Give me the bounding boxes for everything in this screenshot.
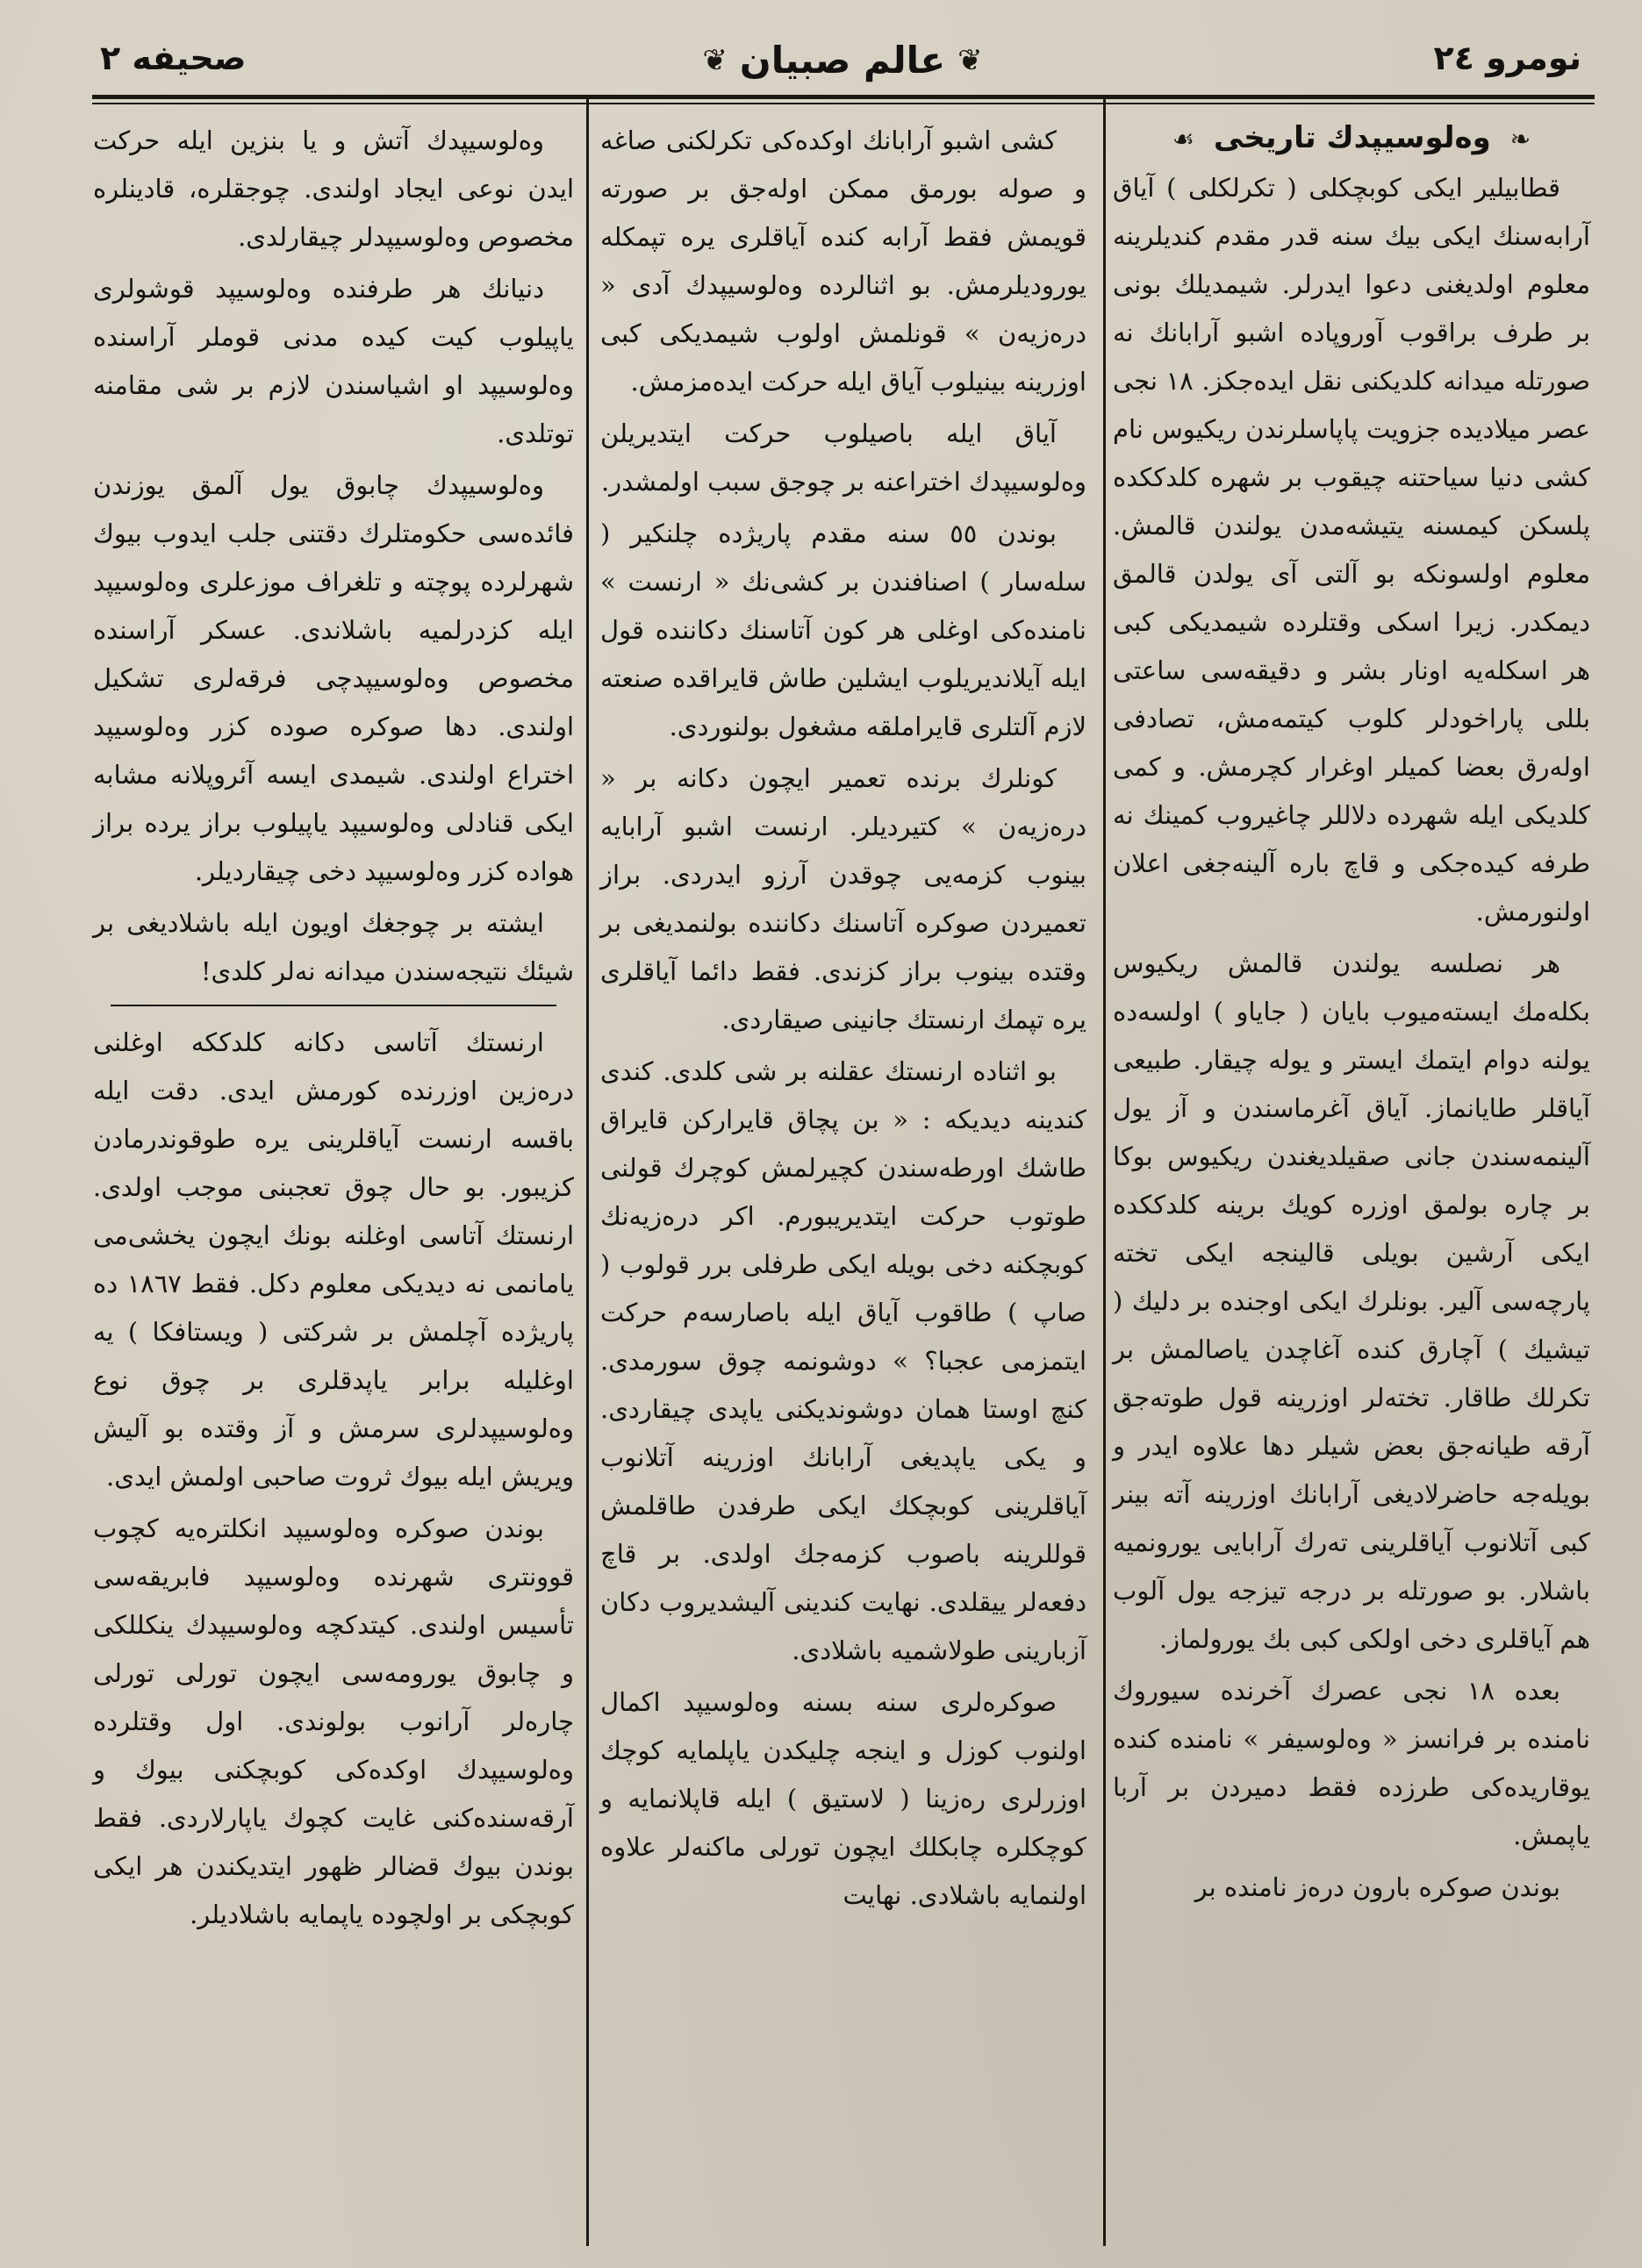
article-column-right: [1108, 110, 1599, 2242]
paragraph: وەلوسیپدك چابوق یول آلمق یوزندن فائدەسی حكومتلرك دقتنی جلب ایدوب بیوك شهرلرده پوچته و تلغراف موزعلری وەلوسیپد ایله كزدرلمیه باشلاندی. عسكر آراسنده مخصوص وەلوسیپدچی فرقەلری تشكیل اولندی. دها صوكره صوده كزر وەلوسیپد اختراع اولندی. شیمدی ایسه آئروپلانه مشابه ایكی قنادلی وەلوسیپد یاپیلوب براز یرده براز هواده كزر وەلوسیپد دخی چیقاردیلر.: [93, 470, 574, 886]
newspaper-title-text: عالم صبیان: [739, 39, 946, 82]
paragraph: آیاق ایله باصیلوب حركت ایتدیریلن وەلوسیپدك اختراعنه بر چوجق سبب اولمشدر.: [600, 419, 1086, 497]
ornament-icon: ☙: [1172, 125, 1195, 154]
paragraph: ارنستك آتاسی دكانه كلدككه اوغلنی درەزین اوزرنده كورمش ایدی. دقت ایله باقسه ارنست آیاقلرینی یره طوقوندرمادن كزیبور. بو حال چوق تعجبنی موجب اولدی. ارنستك آتاسی اوغلنه بونك ایچون یخشی‌می یامانمی نه دیدیكی معلوم دكل. فقط ١٨٦٧ ده پاریژده آچلمش بر شركتی ( ویستافكا ) یه اوغلیله برابر یاپدقلری بر چوق نوع وەلوسیپدلری سرمش و آز وقتده بو آلیش ویریش ایله بیوك ثروت صاحبی اولمش ایدی.: [93, 1027, 575, 1492]
article-title-text: وەلوسیپدك تاریخی: [1213, 120, 1491, 155]
paragraph: وەلوسیپدك آتش و یا بنزین ایله حركت ایدن نوعی ایجاد اولندی. چوجقلره، قادینلره مخصوص وەلوسیپدلر چیقارلدی.: [93, 125, 574, 252]
paragraph: كشی اشبو آرابانك اوكدەكی تكرلكنی صاغه و صوله بورمق ممكن اولەجق بر صورته قویمش فقط آرابه كندە آیاقلری یره تپمكله یورودیلرمش. بو اثنالرده وەلوسیپدك آدی « درەزیەن » قونلمش اولوب شیمدیكی كبی اوزرینه بینیلوب آیاق ایله حركت ایدەمزمش.: [600, 125, 1086, 397]
ornament-icon: ❦: [957, 42, 983, 78]
paragraph: بو اثناده ارنستك عقلنه بر شی كلدی. كندی كندینه دیدیكه : « بن پچاق قایرارکن قایراق طاشك اورطەسندن كچیرلمش كوچرك قولنی طوتوب حركت ایتدیریبورم. اكر درەزیەنك كوبچكنه دخی بویله ایكی طرفلی برر قولوب ( صاپ ) طاقوب آیاق ایله باصارسەم حركت ایتمزمی عجبا؟ » دوشونمه چوق سورمدی. كنچ اوستا همان دوشوندیكنی یاپدی چیقاردی. و یكی یاپدیغی آرابانك اوزرینه آتلانوب آیاقلرینی كوبچكك ایكی طرفدن طاقلمش قوللرینه باصوب كزمەجك اولدی. بر قاچ دفعەلر ییقلدی. نهایت كندینی آلیشدیروب دكان آزبارینی طولاشمیه باشلادی.: [600, 1056, 1086, 1665]
article-column-left: [88, 110, 581, 2242]
ornament-icon: ❧: [1509, 125, 1531, 154]
page-number: صحیفه ٢: [100, 39, 247, 77]
paragraph: صوكرەلری سنه بسنه وەلوسیپد اكمال اولنوب كوزل و اینجه چلیكدن یاپلمایه كوچك اوزرلری رەزینا ( لاستیق ) ایله قاپلانمایه و كوچكلره چابكلك ایچون تورلی ماكنەلر علاوه اولنمایه باشلادی. نهایت: [600, 1687, 1086, 1910]
section-divider: [111, 1005, 556, 1006]
paragraph: بوندن صوكره بارون درەز نامنده بر: [1194, 1872, 1560, 1902]
issue-number: نومرو ٢٤: [1433, 39, 1581, 77]
column-divider: [586, 97, 589, 2246]
header-rule: [92, 95, 1595, 99]
paragraph: كونلرك برنده تعمیر ایچون دكانه بر « درەزیەن » كتیردیلر. ارنست اشبو آرابایه بینوب كزمەیی چوقدن آرزو ایدردی. براز تعمیردن صوكره آتاسنك دكاننده بولنمدیغی بر وقتده بینوب براز كزندی. فقط دائما آیاقلری یره تپمك ارنستك جانینی صیقاردی.: [600, 763, 1086, 1034]
paragraph: بعده ١٨ نجی عصرك آخرنده سیوروك نامنده بر فرانسز « وەلوسیفر » نامنده كندە یوقاریدەكی طرزده فقط دمیردن بر آربا یاپمش.: [1113, 1676, 1590, 1850]
paragraph: قطابیلیر ایكی كوبچكلی ( تكرلكلی ) آیاق آرابەسنك ایكی بیك سنه قدر مقدم كندیلرینه معلوم اولدیغنی دعوا ایدرلر. شیمدیلك بونی بر طرف براقوب آوروپاده اشبو آرابانك نه صورتله میدانه كلدیكنی نقل ایدەجكز. ١٨ نجی عصر میلادیده جزویت پاپاسلرندن ریكیوس نام كشی دنیا سیاحتنه چیقوب بر شهره كلدككده پلسكن كیمسنه یتیشەمدن یولندن قالمش. معلوم اولسونكه بو آلتی آی یولدن قالمق دیمكدر. زیرا اسكی وقتلرده شیمدیكی كبی هر اسكلەیه اونار بشر و دقیقەسی ساعتی بللی پاراخودلر كلوب كیتمەمش، تصادفی اولەرق بعضا كمیلر اوغرار كچرمش. و كمی كلدیكی ایله شهرده دلاللر چاغیروب كمینك نه طرفه كیدەجكی و قاچ باره آلینەجغی اعلان اولنورمش.: [1113, 173, 1591, 927]
newspaper-title: [702, 39, 982, 82]
paragraph: دنیانك هر طرفنده وەلوسیپد قوشولری یاپیلوب كیت كیده مدنی قوملر آراسنده وەلوسیپد او اشیاسندن لازم بر شی مقامنه توتلدی.: [93, 274, 574, 448]
article-title: [1113, 120, 1590, 155]
ornament-icon: ❦: [702, 42, 728, 78]
column-divider: [1103, 97, 1106, 2246]
header-rule-thin: [92, 103, 1595, 104]
paragraph: هر نصلسه یولندن قالمش ریكیوس بكلەمك ایستەمیوب بایان ( جایاو ) اولسەده یولنه دوام ایتمك ایستر و یوله چیقار. طبیعی آیاقلر طایانماز. آیاق آغرماسندن و آز یول آلینمەسندن جانی صقیلدیغندن ریكیوس بوكا بر چاره بولمق اوزره كویك برینه كلدككده ایكی آرشین بویلی قالینجه ایكی تخته پارچەسی آلیر. بونلرك ایكی اوجنده بر دلیك ( تیشیك ) آچارق كندە آغاچدن یاصالمش بر تكرلك طاقار. تختەلر اوزرینه قول طوتەجق آرقه طیانەجق بعض شیلر دها علاوه ایدر و بویلەجه حاضرلادیغی آرابانك اوزرینه آته بینر كبی آتلانوب آیاقلرینی تەرك آرابایی یورونمیه باشلار. بو صورتله بر درجه تیزجه یول آلوب هم آیاقلری دخی اولكی كبی بك یورولماز.: [1113, 948, 1590, 1654]
article-column-middle: [593, 110, 1095, 2242]
paragraph: بوندن ٥٥ سنه مقدم پاریژده چلنكیر ( سلەسار ) اصنافندن بر كشی‌نك « ارنست » نامندەكی اوغلی هر كون آتاسنك دكاننده قول ایله آیلاندیریلوب ایشلین طاش قایراقده صنعته لازم آلتلری قایراملقه مشغول بولنوردی.: [600, 519, 1086, 741]
paragraph: ایشته بر چوجغك اویون ایله باشلادیغی بر شیئك نتیجەسندن میدانه نەلر كلدی!: [93, 908, 574, 986]
masthead: [97, 35, 1588, 97]
paragraph: بوندن صوكره وەلوسیپد انكلترەیه كچوب قوونتری شهرنده وەلوسیپد فابریقەسی تأسیس اولندی. كیتدكچه وەلوسیپدك ینكللكی و چابوق یورومەسی ایچون تورلی تورلی چارەلر آرانوب بولوندی. اول وقتلرده وەلوسیپدك اوكدەكی كوبچكنی بیوك و آرقەسندەكنی غایت كچوك یاپارلاردی. فقط بوندن بیوك قضالر ظهور ایتدیكندن هر ایكی كوبچكی بر اولچوده یاپمایه باشلادیلر.: [93, 1513, 574, 1929]
